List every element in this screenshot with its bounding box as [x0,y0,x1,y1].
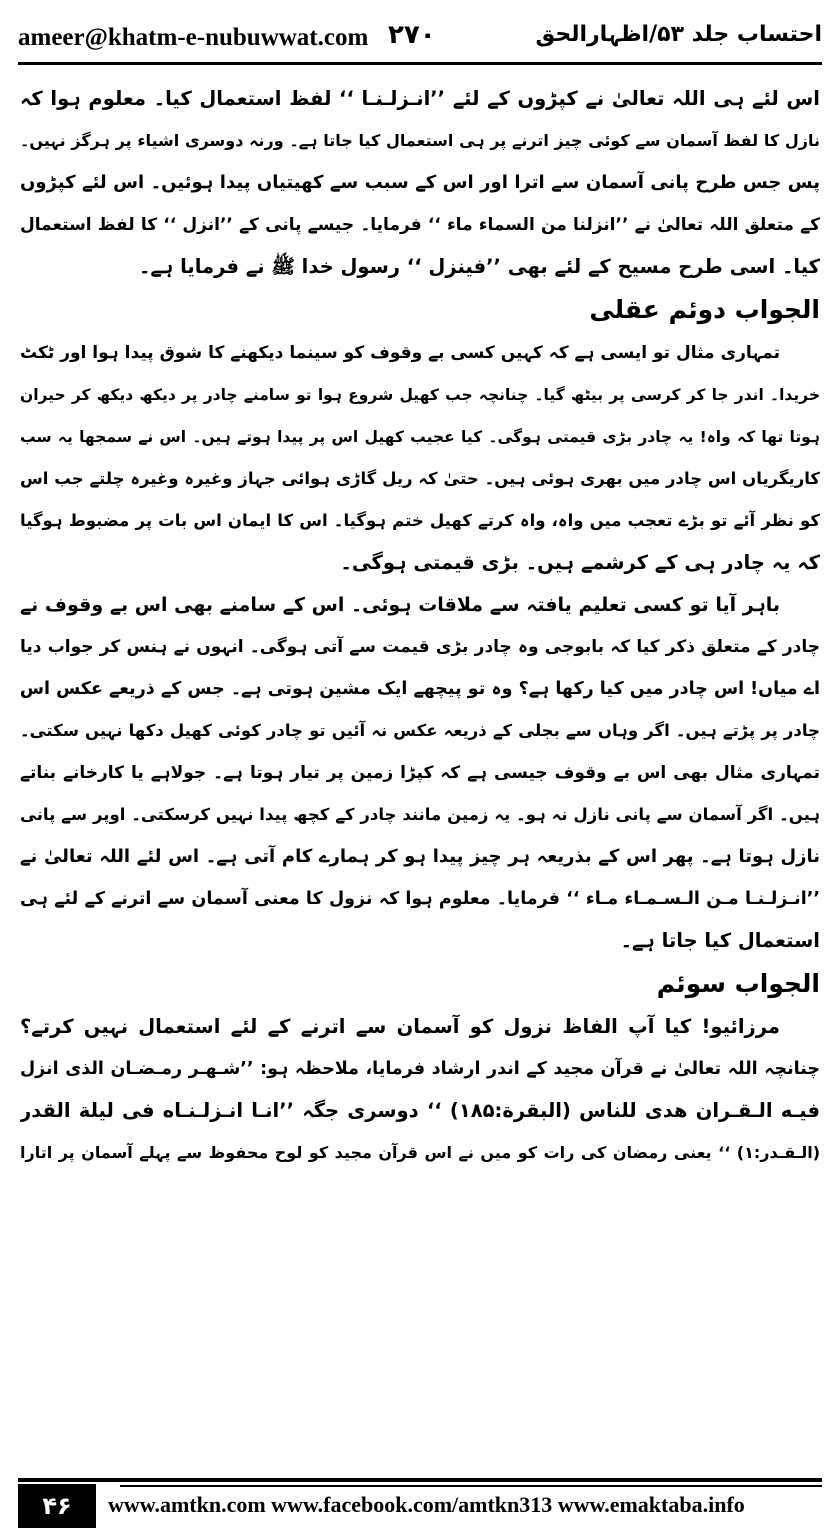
text-line: (الـقـدر:۱) ‘‘ یعنی رمضان کی رات کو میں نے اس قرآن مجید کو لوح محفوظ سے پہلے آسمان پر اتارا [20,1143,820,1162]
text-line: اے میاں! اس چادر میں کیا رکھا ہے؟ وہ تو پیچھے ایک مشین ہوتی ہے۔ جس کے ذریعے عکس اس [20,679,820,699]
footer-divider [18,1478,822,1482]
footer-website-links: www.amtkn.com www.facebook.com/amtkn313 www.emaktaba.info [108,1492,745,1517]
text-line: ہوتا تھا کہ واہ! یہ چادر بڑی قیمتی ہوگی۔ کیا عجیب کھیل اس پر پیدا ہوتے ہیں۔ اس نے سمجھا یہ سب [20,428,820,446]
text-line: اس لئے ہی اللہ تعالیٰ نے کپڑوں کے لئے ’’انـزلـنـا ‘‘ لفظ استعمال کیا۔ معلوم ہوا کہ [20,87,820,110]
text-line: کہ یہ چادر ہی کے کرشمے ہیں۔ بڑی قیمتی ہوگی۔ [340,551,820,574]
text-line: مرزائیو! کیا آپ الفاظ نزول کو آسمان سے اترنے کے لئے استعمال نہیں کرتے؟ [20,1015,780,1038]
text-line: تمہاری مثال بھی اس بے وقوف جیسی ہے کہ کپڑا زمین پر تیار ہوتا ہے۔ جولاہے یا کارخانے بناتے [20,763,820,783]
header-divider [18,62,822,65]
text-line: باہر آیا تو کسی تعلیم یافتہ سے ملاقات ہوئی۔ اس کے سامنے بھی اس بے وقوف نے [20,594,780,616]
text-line: چادر کے متعلق ذکر کیا کہ بابوجی وہ چادر بڑی قیمت سے آتی ہوگی۔ انہوں نے ہنس کر جواب دیا [20,637,820,657]
page-header [18,14,822,60]
text-line: چادر پر پڑتے ہیں۔ اگر وہاں سے بجلی کے ذریعہ عکس نہ آئیں تو چادر کوئی کھیل دکھا نہیں سکتی۔ [20,721,820,740]
text-line: پس جس طرح پانی آسمان سے اترا اور اس کے سبب سے کھیتیاں پیدا ہوئیں۔ اس لئے کپڑوں [20,172,820,193]
text-line: استعمال کیا جاتا ہے۔ [620,929,820,952]
text-line: کاریگریاں اس چادر میں بھری ہوئی ہیں۔ حتیٰ کہ ریل گاڑی ہوائی جہاز وغیرہ وغیرہ چلتے جب اس [20,469,820,488]
text-line: کو نظر آئے تو بڑے تعجب میں واہ، واہ کرتے کھیل ختم ہوگیا۔ اس کا ایمان اس بات پر مضبوط ہوگیا [20,511,820,530]
page-footer [0,1478,840,1540]
text-line: خریدا۔ اندر جا کر کرسی پر بیٹھ گیا۔ چنانچہ جب کھیل شروع ہوا تو سامنے چادر پر دیکھ دیکھ کر حیران [20,386,820,404]
section-heading: الجواب دوئم عقلی [589,295,820,324]
header-book-title: احتساب جلد ۵۳/اظہارالحق [535,22,822,47]
text-line: فیـه الـقـران هدی للناس (البقرة:۱۸۵) ‘‘ دوسری جگہ ’’انـا انـزلـنـاه فی لیلة القدر [20,1099,820,1122]
header-page-number: ۲۷۰ [388,20,436,50]
footer-page-number: ۴۶ [18,1484,96,1528]
text-line: کیا۔ اسی طرح مسیح کے لئے بھی ’’فینزل ‘‘ رسول خدا ﷺ نے فرمایا ہے۔ [139,255,820,278]
text-line: تمہاری مثال تو ایسی ہے کہ کہیں کسی بے وقوف کو سینما دیکھنے کا شوق پیدا ہوا اور ٹکٹ [20,343,780,363]
text-line: نازل کا لفظ آسمان سے کوئی چیز اترنے پر ہی استعمال کیا جاتا ہے۔ ورنہ دوسری اشیاء پر ہرگز نہیں۔ [20,131,820,150]
text-line: کے متعلق اللہ تعالیٰ نے ’’انزلنا من السماء ماء ‘‘ فرمایا۔ جیسے پانی کے ’’انزل ‘‘ کا لفظ استعمال [20,215,820,235]
text-line: ’’انـزلـنـا مـن الـسـمـاء مـاء ‘‘ فرمایا۔ معلوم ہوا کہ نزول کا معنی آسمان سے اترنے کے لئے ہی [20,889,820,909]
text-line: نازل ہوتا ہے۔ پھر اس کے بذریعہ ہر چیز پیدا ہو کر ہمارے کام آتی ہے۔ اس لئے اللہ تعالیٰ نے [20,846,820,867]
header-email: ameer@khatm-e-nubuwwat.com [18,24,369,51]
text-line: چنانچہ اللہ تعالیٰ نے قرآن مجید کے اندر ارشاد فرمایا، ملاحظہ ہو: ’’شـهـر رمـضـان الذی انزل [20,1059,820,1079]
section-heading: الجواب سوئم [656,969,820,998]
footer-divider-thin [120,1485,822,1487]
page-body [20,78,820,1452]
text-line: ہیں۔ اگر آسمان سے پانی نازل نہ ہو۔ یہ زمین مانند چادر کے کچھ پیدا نہیں کرسکتی۔ اوپر سے پانی [20,805,820,824]
